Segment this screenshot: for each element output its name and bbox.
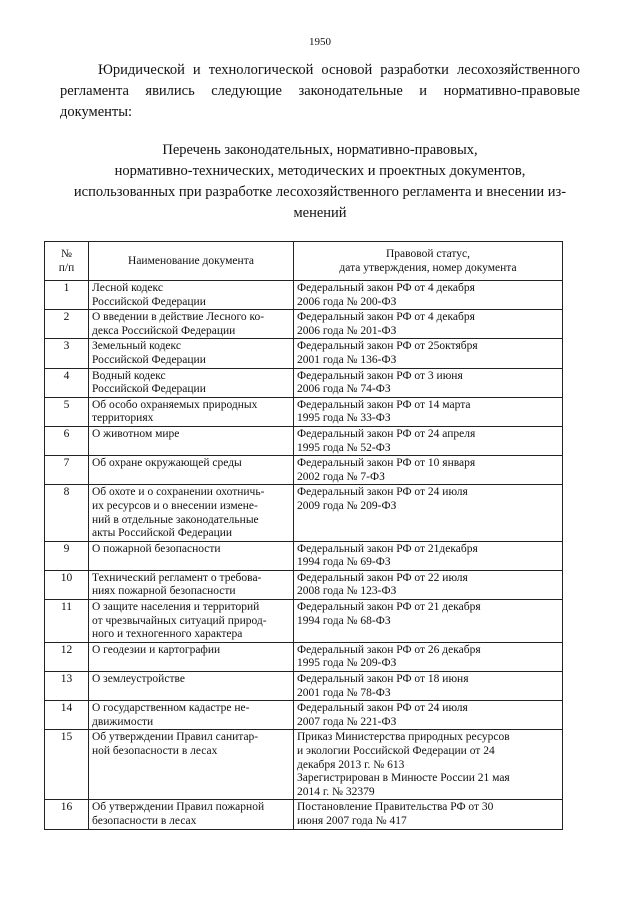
document-name-line: ной безопасности в лесах xyxy=(92,745,218,757)
legal-status xyxy=(294,570,563,599)
legal-status-line: Федеральный закон РФ от 26 декабря xyxy=(297,643,481,656)
legal-status-line: 2001 года № 78-ФЗ xyxy=(297,686,391,699)
legal-status xyxy=(294,397,563,426)
legal-status-line: Приказ Министерства природных ресурсов xyxy=(297,731,510,744)
header-status xyxy=(294,242,563,281)
legal-status-line: 2001 года № 136-ФЗ xyxy=(297,353,397,366)
legal-status-line: декабря 2013 г. № 613 xyxy=(297,758,405,771)
legal-status-line: Федеральный закон РФ от 10 января xyxy=(297,457,476,470)
legal-status xyxy=(294,368,563,397)
document-name xyxy=(89,672,294,701)
list-title xyxy=(40,140,600,224)
table-row xyxy=(45,701,563,730)
legal-status xyxy=(294,310,563,339)
document-name-line: Российской Федерации xyxy=(92,295,206,308)
document-name-line: акты Российской Федерации xyxy=(92,527,233,540)
legal-status xyxy=(294,485,563,541)
legal-status-line: Федеральный закон РФ от 4 декабря xyxy=(297,282,475,294)
document-name xyxy=(89,281,294,310)
list-title-line: нормативно-технических, методических и проектных документов, xyxy=(114,163,526,179)
row-number: 16 xyxy=(45,800,89,829)
table-row xyxy=(45,570,563,599)
header-status-line: дата утверждения, номер документа xyxy=(339,262,517,274)
header-number-line: № xyxy=(61,248,72,260)
legal-status-line: Федеральный закон РФ от 14 марта xyxy=(297,398,471,411)
document-name-line: Об охране окружающей среды xyxy=(92,457,242,470)
document-name xyxy=(89,397,294,426)
row-number: 6 xyxy=(45,426,89,455)
document-name-line: Лесной кодекс xyxy=(92,282,163,294)
document-name-line: Российской Федерации xyxy=(92,353,206,366)
legal-status-line: Федеральный закон РФ от 18 июня xyxy=(297,673,469,686)
document-name-line: Технический регламент о требова- xyxy=(92,571,262,584)
document-name-line: ного и техногенного характера xyxy=(92,628,243,641)
legal-status-line: 2006 года № 201-ФЗ xyxy=(297,324,397,337)
list-title-line: Перечень законодательных, нормативно-правовых, xyxy=(162,142,478,158)
document-name-line: безопасности в лесах xyxy=(92,814,197,827)
header-number-line: п/п xyxy=(58,262,75,274)
row-number: 14 xyxy=(45,701,89,730)
legal-status-line: июня 2007 года № 417 xyxy=(297,814,407,827)
legal-status-line: Федеральный закон РФ от 24 апреля xyxy=(297,427,476,440)
document-name xyxy=(89,310,294,339)
document-name-line: Водный кодекс xyxy=(92,369,166,382)
row-number: 5 xyxy=(45,397,89,426)
table-row xyxy=(45,541,563,570)
document-name-line: О животном мире xyxy=(92,427,180,440)
row-number: 15 xyxy=(45,730,89,800)
legal-status xyxy=(294,339,563,368)
legal-status-line: 2014 г. № 32379 xyxy=(297,785,375,798)
header-name: Наименование документа xyxy=(89,242,294,281)
legal-status xyxy=(294,800,563,829)
legal-status-line: 1995 года № 33-ФЗ xyxy=(297,412,391,425)
document-name-line: О землеустройстве xyxy=(92,673,185,686)
document-name xyxy=(89,426,294,455)
documents-table xyxy=(44,241,563,830)
header-status-line: Правовой статус, xyxy=(385,248,471,260)
legal-status-line: Федеральный закон РФ от 24 июля xyxy=(297,702,468,715)
document-name xyxy=(89,541,294,570)
legal-status xyxy=(294,281,563,310)
legal-status-line: Федеральный закон РФ от 21декабря xyxy=(297,542,478,555)
legal-status-line: Федеральный закон РФ от 22 июля xyxy=(297,571,468,584)
row-number: 8 xyxy=(45,485,89,541)
legal-status-line: 2009 года № 209-ФЗ xyxy=(297,499,397,512)
document-name-line: О государственном кадастре не- xyxy=(92,702,250,715)
header-number xyxy=(45,242,89,281)
table-row xyxy=(45,800,563,829)
legal-status xyxy=(294,642,563,671)
intro-paragraph: Юридической и технологической основой разработки лесохозяйственного регламента явились следующие законодательные и нормативно-правовые документы: xyxy=(60,62,580,120)
document-name-line: их ресурсов и о внесении измене- xyxy=(92,499,258,512)
legal-status-line: 1995 года № 52-ФЗ xyxy=(297,441,391,454)
document-name-line: от чрезвычайных ситуаций природ- xyxy=(92,614,267,627)
document-name xyxy=(89,701,294,730)
row-number: 12 xyxy=(45,642,89,671)
legal-status-line: 2007 года № 221-ФЗ xyxy=(297,715,397,728)
document-name-line: О геодезии и картографии xyxy=(92,643,221,656)
row-number: 13 xyxy=(45,672,89,701)
document-name-line: Земельный кодекс xyxy=(92,340,181,353)
document-name-line: Об охоте и о сохранении охотничь- xyxy=(92,486,265,499)
legal-status-line: 1994 года № 68-ФЗ xyxy=(297,614,391,627)
document-name-line: декса Российской Федерации xyxy=(92,324,236,337)
legal-status-line: 1994 года № 69-ФЗ xyxy=(297,556,391,569)
legal-status-line: Постановление Правительства РФ от 30 xyxy=(297,801,494,814)
list-title-line: использованных при разработке лесохозяйственного регламента и внесении из- xyxy=(73,184,567,200)
legal-status xyxy=(294,672,563,701)
legal-status xyxy=(294,701,563,730)
document-name xyxy=(89,570,294,599)
list-title-line: менений xyxy=(293,205,347,221)
table-row xyxy=(45,310,563,339)
legal-status xyxy=(294,730,563,800)
legal-status xyxy=(294,541,563,570)
document-name xyxy=(89,368,294,397)
document-name-line: О введении в действие Лесного ко- xyxy=(92,311,265,324)
legal-status-line: Федеральный закон РФ от 3 июня xyxy=(297,369,463,382)
document-name xyxy=(89,339,294,368)
document-name xyxy=(89,600,294,643)
legal-status-line: 2006 года № 74-ФЗ xyxy=(297,383,391,396)
table-row xyxy=(45,485,563,541)
table-header-row xyxy=(45,242,563,281)
row-number: 10 xyxy=(45,570,89,599)
legal-status-line: 2002 года № 7-ФЗ xyxy=(297,470,385,483)
legal-status xyxy=(294,426,563,455)
document-name-line: движимости xyxy=(92,715,154,728)
table-row xyxy=(45,642,563,671)
legal-status-line: Зарегистрирован в Минюсте России 21 мая xyxy=(297,772,510,785)
row-number: 2 xyxy=(45,310,89,339)
table-row xyxy=(45,368,563,397)
legal-status-line: Федеральный закон РФ от 21 декабря xyxy=(297,601,481,614)
legal-status-line: 2006 года № 200-ФЗ xyxy=(297,295,397,308)
document-name-line: О пожарной безопасности xyxy=(92,542,221,555)
table-row xyxy=(45,456,563,485)
document-name-line: О защите населения и территорий xyxy=(92,601,260,614)
document-name xyxy=(89,642,294,671)
document-name xyxy=(89,485,294,541)
legal-status-line: 2008 года № 123-ФЗ xyxy=(297,585,397,598)
legal-status xyxy=(294,600,563,643)
document-name-line: территориях xyxy=(92,412,154,425)
row-number: 4 xyxy=(45,368,89,397)
row-number: 7 xyxy=(45,456,89,485)
legal-status-line: 1995 года № 209-ФЗ xyxy=(297,657,397,670)
document-name-line: ниях пожарной безопасности xyxy=(92,585,236,598)
document-name-line: Об особо охраняемых природных xyxy=(92,398,258,411)
legal-status-line: Федеральный закон РФ от 4 декабря xyxy=(297,311,475,324)
table-row xyxy=(45,397,563,426)
document-name-line: ний в отдельные законодательные xyxy=(92,513,259,526)
row-number: 3 xyxy=(45,339,89,368)
legal-status xyxy=(294,456,563,485)
table-row xyxy=(45,426,563,455)
document-name-line: Об утверждении Правил пожарной xyxy=(92,801,265,814)
legal-status-line: Федеральный закон РФ от 25октября xyxy=(297,340,478,353)
table-row xyxy=(45,600,563,643)
row-number: 11 xyxy=(45,600,89,643)
page-number: 1950 xyxy=(309,36,331,48)
document-name xyxy=(89,456,294,485)
legal-status-line: и экологии Российской Федерации от 24 xyxy=(297,745,495,757)
table-row xyxy=(45,281,563,310)
document-name-line: Российской Федерации xyxy=(92,383,206,396)
table-row xyxy=(45,672,563,701)
document-name xyxy=(89,730,294,800)
document-name-line: Об утверждении Правил санитар- xyxy=(92,731,259,744)
row-number: 1 xyxy=(45,281,89,310)
table-row xyxy=(45,339,563,368)
table-row xyxy=(45,730,563,800)
row-number: 9 xyxy=(45,541,89,570)
legal-status-line: Федеральный закон РФ от 24 июля xyxy=(297,486,468,499)
document-name xyxy=(89,800,294,829)
